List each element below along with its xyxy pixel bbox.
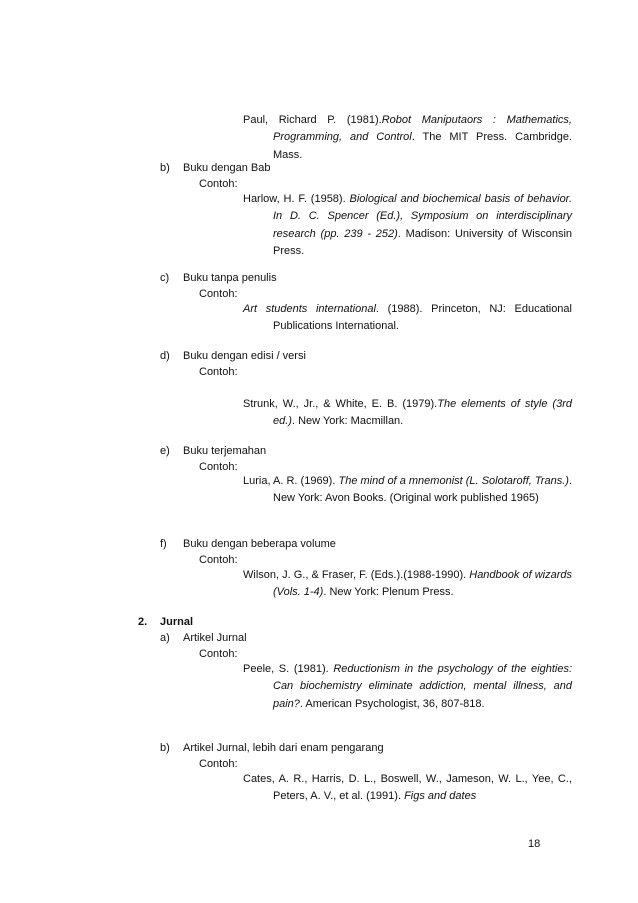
item-label: Artikel Jurnal (183, 632, 247, 644)
reference-cates (243, 771, 572, 806)
ref-authors: Cates, A. R., Harris, D. L., Boswell, W., Jameson, W. L., Yee, C., Peters, A. V., et al. (1991). (243, 773, 572, 803)
reference-art (243, 301, 572, 336)
contoh-label: Contoh: (199, 366, 238, 378)
ref-publisher: . New York: Macmillan. (291, 415, 404, 428)
item-letter: c) (160, 272, 170, 284)
section-title: Jurnal (160, 616, 194, 628)
reference-strunk (243, 396, 572, 431)
ref-authors: Strunk, W., Jr., & White, E. B. (1979). (243, 398, 438, 410)
ref-title: The mind of a mnemonist (L. Solotaroff, Trans.) (338, 475, 569, 487)
item-label: Buku terjemahan (183, 445, 267, 457)
item-label: Buku tanpa penulis (183, 272, 277, 284)
page-number: 18 (528, 838, 541, 850)
ref-authors: Luria, A. R. (1969). (243, 475, 339, 487)
ref-title: Biological and biochemical basis of behavior. In D. C. Spencer (Ed.), Symposium on interdisciplinary research (pp. 239 - 252) (273, 193, 572, 240)
contoh-label: Contoh: (199, 554, 238, 566)
item-label: Buku dengan Bab (183, 162, 271, 174)
item-letter: f) (160, 538, 167, 550)
ref-authors: Paul, Richard P. (1981). (243, 114, 382, 126)
reference-paul (243, 112, 572, 164)
item-label: Buku dengan beberapa volume (183, 538, 336, 550)
reference-luria (243, 473, 572, 508)
section-number: 2. (138, 616, 148, 628)
contoh-label: Contoh: (199, 288, 238, 300)
contoh-label: Contoh: (199, 648, 238, 660)
ref-title: Robot Maniputaors : Mathematics, Programming, and Control (273, 114, 572, 144)
ref-title: Figs and dates (404, 790, 477, 803)
ref-publisher: . New York: Plenum Press. (323, 586, 454, 599)
reference-wilson (243, 567, 572, 602)
ref-publisher: . (1988). Princeton, NJ: Educational Publications International. (273, 303, 572, 333)
reference-peele (243, 661, 572, 713)
ref-authors: Wilson, J. G., & Fraser, F. (Eds.).(1988-1990). (243, 569, 470, 581)
ref-title: The elements of style (3rd ed.) (273, 398, 572, 428)
item-letter: a) (160, 632, 170, 644)
ref-title: Handbook of wizards (Vols. 1-4) (273, 569, 572, 599)
ref-authors: Peele, S. (1981). (243, 663, 334, 675)
contoh-label: Contoh: (199, 758, 238, 770)
item-label: Buku dengan edisi / versi (183, 350, 306, 362)
item-letter: e) (160, 445, 170, 457)
ref-publisher: . New York: Avon Books. (Original work published 1965) (273, 475, 572, 505)
ref-publisher: . Madison: University of Wisconsin Press. (273, 227, 573, 257)
reference-harlow (243, 191, 572, 260)
ref-publisher: . The MIT Press. Cambridge. Mass. (273, 131, 572, 161)
item-letter: b) (160, 162, 170, 174)
contoh-label: Contoh: (199, 178, 238, 190)
item-label: Artikel Jurnal, lebih dari enam pengarang (183, 742, 384, 754)
ref-authors: Harlow, H. F. (1958). (243, 193, 350, 205)
ref-title: Art students international (243, 303, 376, 315)
contoh-label: Contoh: (199, 461, 238, 473)
item-letter: d) (160, 350, 170, 362)
item-letter: b) (160, 742, 170, 754)
ref-title: Reductionism in the psychology of the eighties: Can biochemistry eliminate addiction, mental illness, and pain? (273, 663, 572, 710)
ref-publisher: . American Psychologist, 36, 807-818. (299, 697, 485, 710)
